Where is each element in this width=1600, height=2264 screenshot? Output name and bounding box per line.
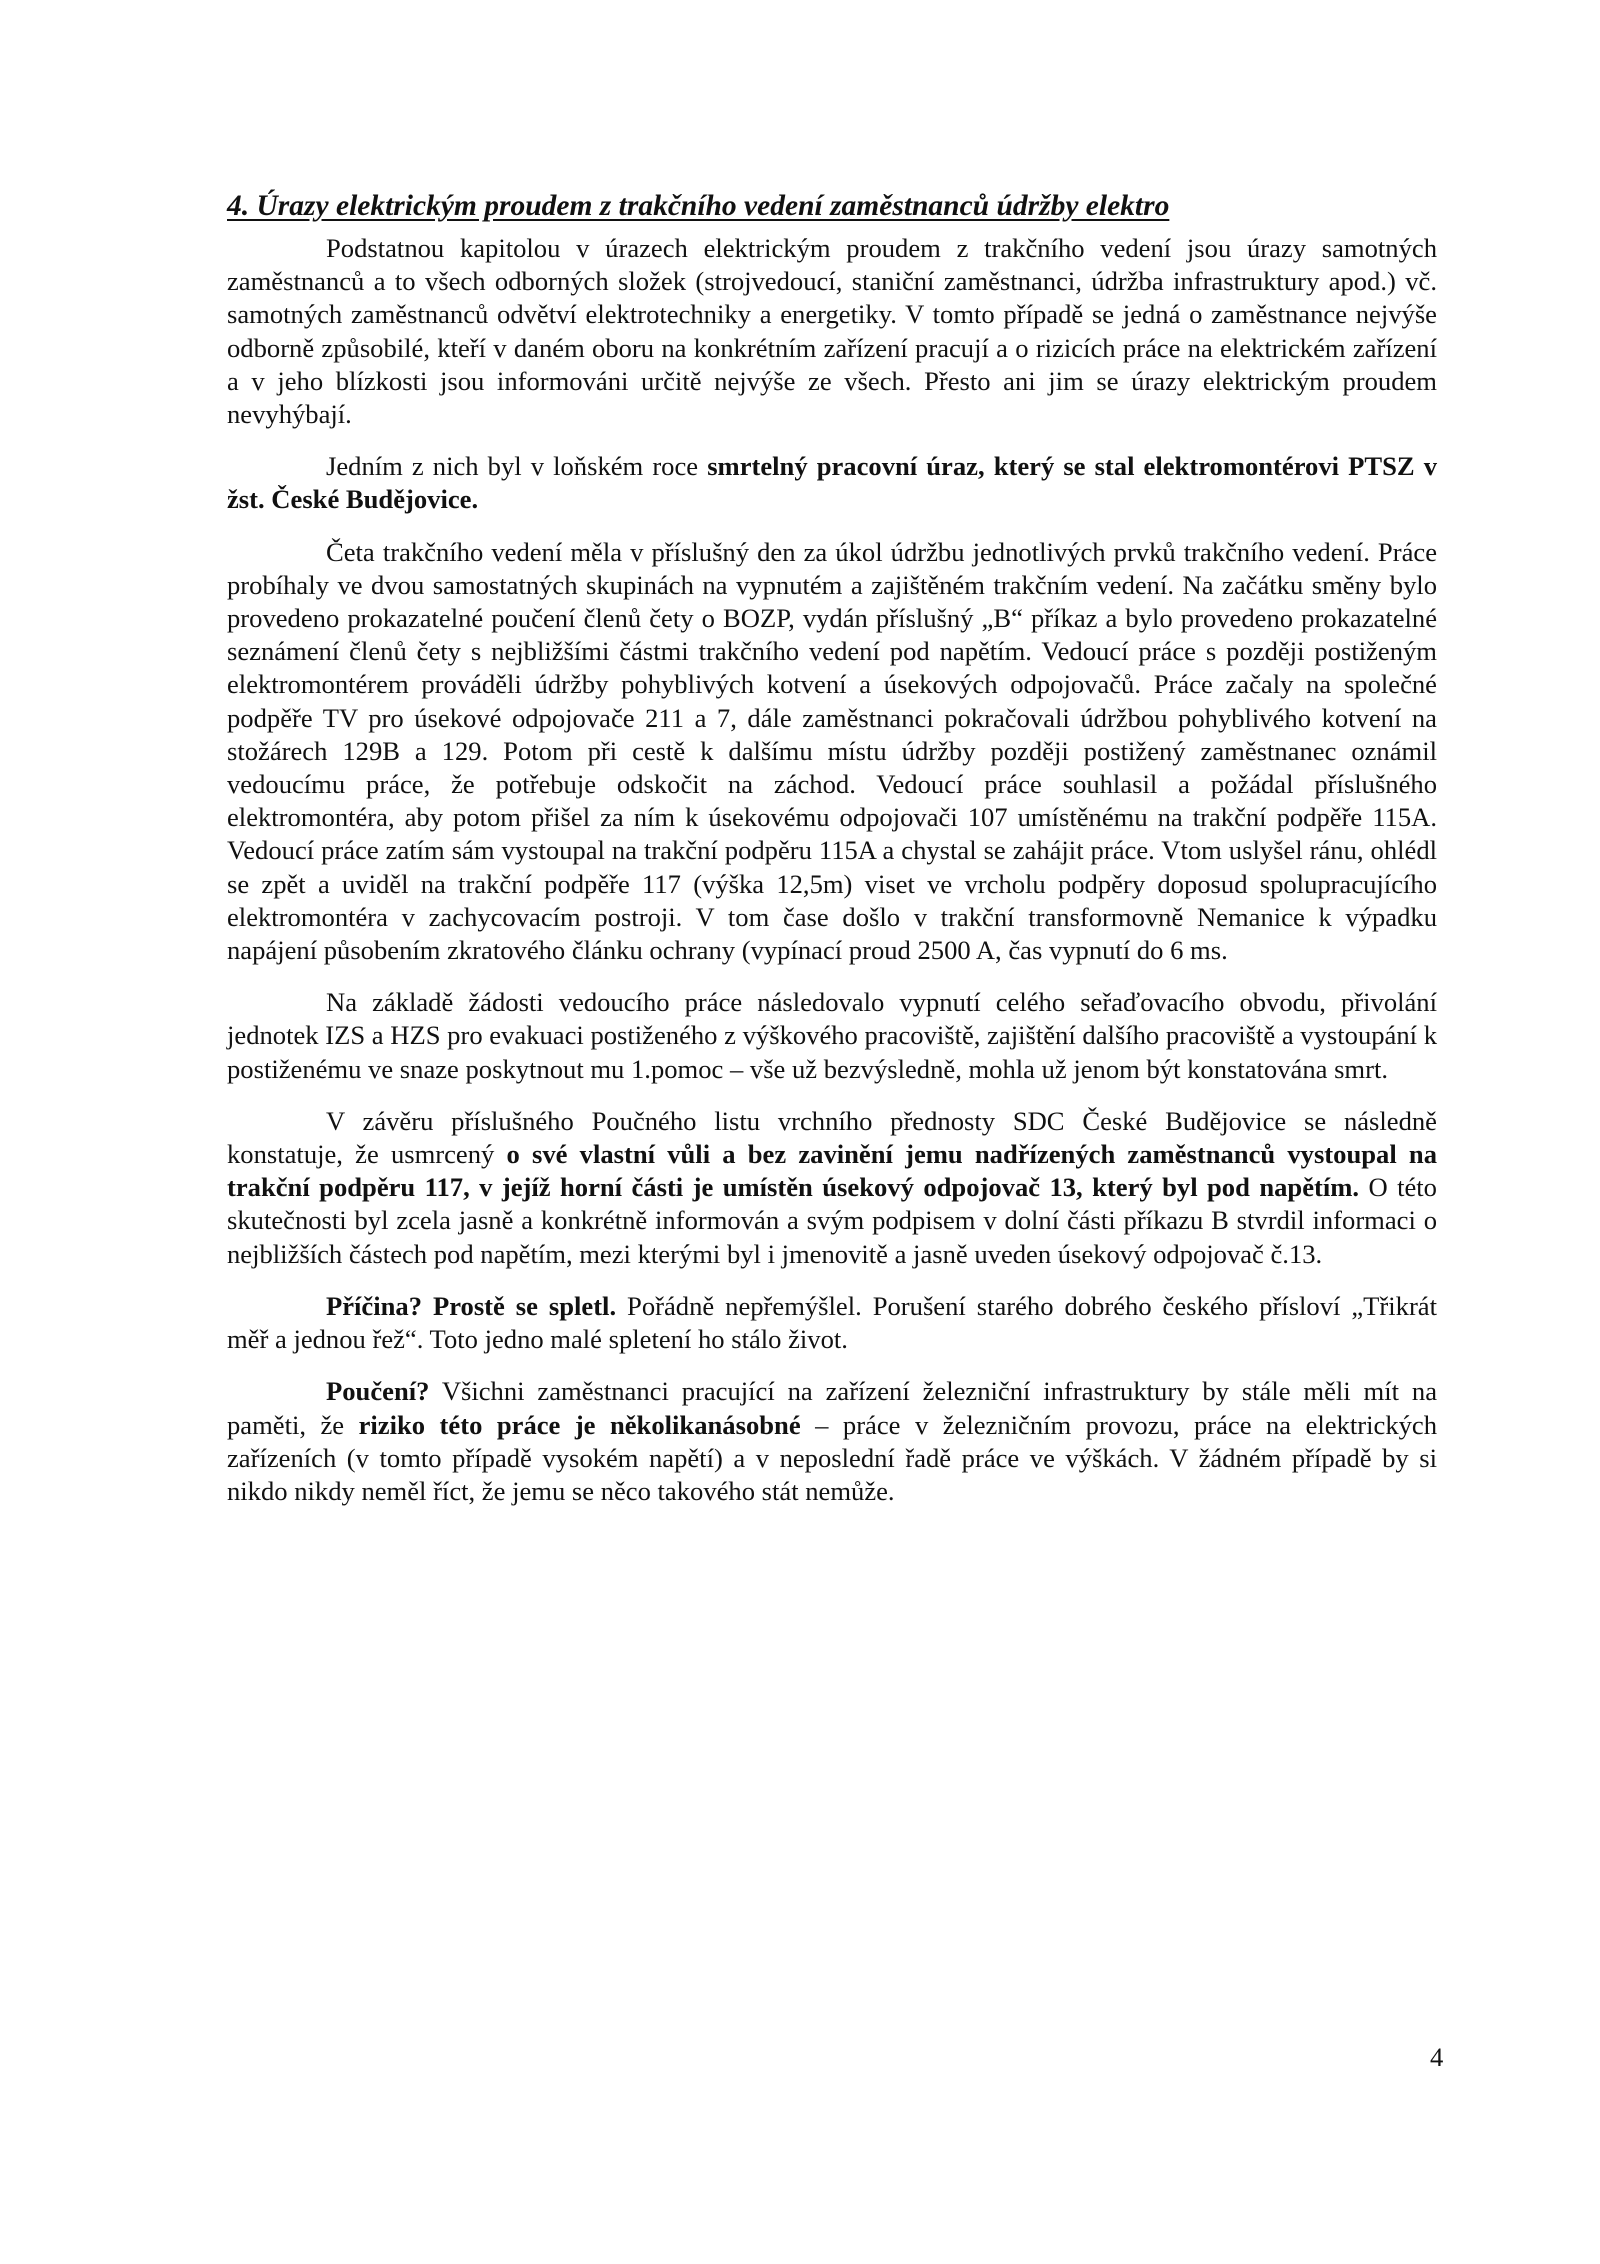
bold-text: o své vlastní vůli a bez zavinění jemu nadřízených zaměstnanců vystoupal na trakční podpěru 117, v jejíž horní části je umístěn úsekový odpojovač 13, který byl pod napětím. [227, 1139, 1437, 1203]
text-run: Podstatnou kapitolou v úrazech elektrickým proudem z trakčního vedení jsou úrazy samotných zaměstnanců a to všech odborných složek (strojvedoucí, staniční zaměstnanci, údržba infrastruktury apod.) vč. samotných zaměstnanců odvětví elektrotechniky a energetiky. V tomto případě se jedná o zaměstnance nejvýše odborně způsobilé, kteří v daném oboru na konkrétním zařízení pracují a o rizicích práce na elektrickém zařízení a v jeho blízkosti jsou informováni určitě nejvýše ze všech. Přesto ani jim se úrazy elektrickým proudem nevyhýbají. [227, 233, 1437, 430]
page-number: 4 [1430, 2042, 1444, 2072]
text-run: Četa trakčního vedení měla v příslušný den za úkol údržbu jednotlivých prvků trakčního vedení. Práce probíhaly ve dvou samostatných skupinách na vypnutém a zajištěném trakčním vedení. Na začátku směny bylo provedeno prokazatelné poučení členů čety o BOZP, vydán příslušný „B“ příkaz a bylo provedeno prokazatelné seznámení členů čety s nejbližšími částmi trakčního vedení pod napětím. Vedoucí práce s později postiženým elektromontérem prováděli údržby pohyblivých kotvení a úsekových odpojovačů. Práce začaly na společné podpěře TV pro úsekové odpojovače 211 a 7, dále zaměstnanci pokračovali údržbou pohyblivého kotvení na stožárech 129B a 129. Potom při cestě k dalšímu místu údržby později postižený zaměstnanec oznámil vedoucímu práce, že potřebuje odskočit na záchod. Vedoucí práce souhlasil a požádal příslušného elektromontéra, aby potom přišel za ním k úsekovému odpojovači 107 umístěnému na trakční podpěře 115A. Vedoucí práce zatím sám vystoupal na trakční podpěru 115A a chystal se zahájit práce. Vtom uslyšel ránu, ohlédl se zpět a uviděl na trakční podpěře 117 (výška 12,5m) viset ve vrcholu podpěry doposud spolupracujícího elektromontéra v zachycovacím postroji. V tom čase došlo v trakční transformovně Nemanice k výpadku napájení působením zkratového článku ochrany (vypínací proud 2500 A, čas vypnutí do 6 ms. [227, 536, 1437, 966]
section-heading: 4. Úrazy elektrickým proudem z trakčního vedení zaměstnanců údržby elektro [227, 190, 1170, 222]
paragraph-conclusion [227, 1105, 1437, 1271]
text-run: O této skutečnosti byl zcela jasně a konkrétně informován a svým podpisem v dolní části příkazu B stvrdil informaci o nejbližších částech pod napětím, mezi kterými byl i jmenovitě a jasně uveden úsekový odpojovač č.13. [227, 1172, 1437, 1269]
bold-text: Poučení? [326, 1376, 430, 1407]
paragraph-rescue [227, 986, 1437, 1086]
bold-text: smrtelný pracovní úraz, který se stal elektromontérovi PTSZ v žst. České Budějovice. [227, 451, 1438, 515]
text-run: Jedním z nich byl v loňském roce [326, 451, 708, 482]
document-page [227, 186, 1437, 1527]
paragraph-cause [227, 1290, 1437, 1356]
text-run: Pořádně nepřemýšlel. Porušení starého dobrého českého přísloví „Třikrát měř a jednou řež“. Toto jedno malé spletení ho stálo život. [227, 1290, 1437, 1355]
text-run: V závěru příslušného Poučného listu vrchního přednosty SDC České Budějovice se následně konstatuje, že usmrcený [227, 1105, 1437, 1170]
paragraph-incident-description [227, 536, 1437, 968]
paragraph-intro [227, 232, 1437, 431]
paragraph-lesson [227, 1375, 1437, 1508]
paragraph-fatal-injury [227, 450, 1437, 516]
bold-text: Příčina? Prostě se spletl. [326, 1290, 617, 1321]
text-run: Na základě žádosti vedoucího práce následovalo vypnutí celého seřaďovacího obvodu, přivolání jednotek IZS a HZS pro evakuaci postiženého z výškového pracoviště, zajištění dalšího pracoviště a vystoupání k postiženému ve snaze poskytnout mu 1.pomoc – vše už bezvýsledně, mohla už jenom být konstatována smrt. [227, 987, 1437, 1084]
text-run: – práce v železničním provozu, práce na elektrických zařízeních (v tomto případě vysokém napětí) a v neposlední řadě práce ve výškách. V žádném případě by si nikdo nikdy neměl říct, že jemu se něco takového stát nemůže. [227, 1409, 1438, 1506]
bold-text: riziko této práce je několikanásobné [358, 1409, 801, 1440]
text-run: Všichni zaměstnanci pracující na zařízení železniční infrastruktury by stále měli mít na paměti, že [227, 1376, 1437, 1440]
